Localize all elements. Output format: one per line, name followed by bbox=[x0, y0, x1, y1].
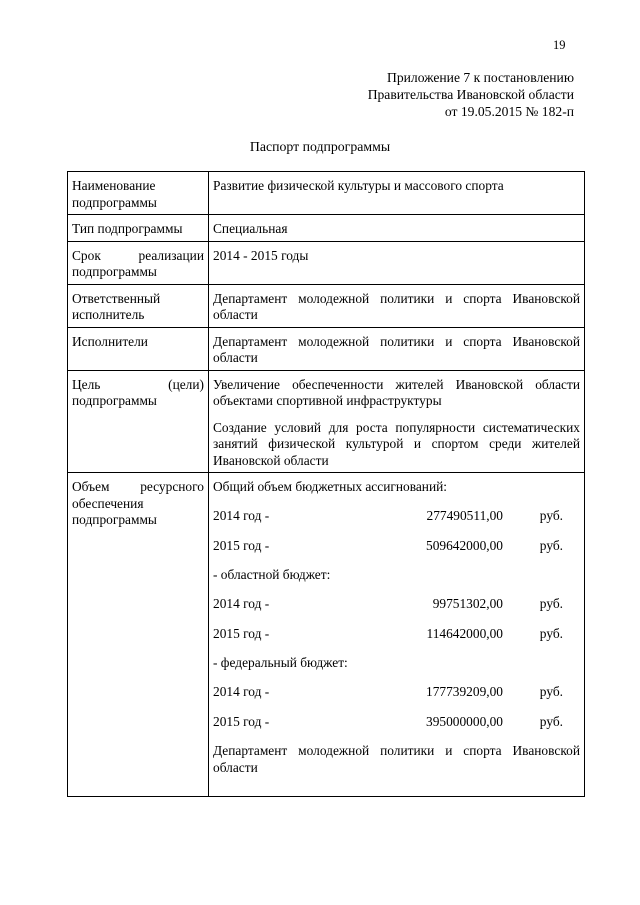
row-value: Развитие физической культуры и массового спорта bbox=[209, 172, 585, 215]
row-label: Тип подпрограммы bbox=[68, 215, 209, 242]
funding-cell bbox=[209, 473, 585, 797]
row-label: Цель (цели) подпрограммы bbox=[68, 370, 209, 473]
row-value: 2014 - 2015 годы bbox=[209, 241, 585, 284]
page-number: 19 bbox=[553, 38, 566, 52]
goal-1: Увеличение обеспеченности жителей Ивановской области объектами спортивной инфраструктуры bbox=[213, 376, 580, 408]
funding-line: 2015 год - 395000000,00 руб. bbox=[213, 713, 563, 729]
appendix-header bbox=[368, 69, 574, 120]
table-row bbox=[68, 284, 585, 327]
row-label: Наименование подпрограммы bbox=[68, 172, 209, 215]
funding-line: 2015 год - 509642000,00 руб. bbox=[213, 537, 563, 553]
goal-2: Создание условий для роста популярности систематических занятий физической культурой и спортом среди жителей Ивановской области bbox=[213, 419, 580, 468]
table-row bbox=[68, 370, 585, 473]
appendix-line-2: Правительства Ивановской области bbox=[367, 87, 574, 102]
row-label: Исполнители bbox=[68, 327, 209, 370]
row-value: Департамент молодежной политики и спорта Ивановской области bbox=[209, 284, 585, 327]
table-row bbox=[68, 172, 585, 215]
row-value bbox=[209, 370, 585, 473]
row-label: Срок реализации подпрограммы bbox=[68, 241, 209, 284]
row-label: Объем ресурсного обеспечения подпрограммы bbox=[68, 473, 209, 797]
appendix-line-3: от 19.05.2015 № 182-п bbox=[444, 104, 574, 119]
funding-line: 2014 год - 177739209,00 руб. bbox=[213, 683, 563, 699]
federal-budget-label: - федеральный бюджет: bbox=[213, 654, 348, 670]
funding-line: 2015 год - 114642000,00 руб. bbox=[213, 625, 563, 641]
document-title: Паспорт подпрограммы bbox=[249, 139, 391, 154]
row-value: Специальная bbox=[209, 215, 585, 242]
appendix-line-1: Приложение 7 к постановлению bbox=[387, 70, 574, 85]
row-value: Департамент молодежной политики и спорта Ивановской области bbox=[209, 327, 585, 370]
passport-table bbox=[67, 171, 585, 797]
table-row bbox=[68, 215, 585, 242]
table-row bbox=[68, 327, 585, 370]
funding-line: 2014 год - 277490511,00 руб. bbox=[213, 507, 563, 523]
funding-footer: Департамент молодежной политики и спорта Ивановской области bbox=[213, 743, 580, 775]
table-row bbox=[68, 473, 585, 797]
row-label: Ответственный исполнитель bbox=[68, 284, 209, 327]
funding-total-label: Общий объем бюджетных ассигнований: bbox=[213, 479, 448, 494]
funding-line: 2014 год - 99751302,00 руб. bbox=[213, 595, 563, 611]
table-row bbox=[68, 241, 585, 284]
regional-budget-label: - областной бюджет: bbox=[213, 566, 331, 582]
